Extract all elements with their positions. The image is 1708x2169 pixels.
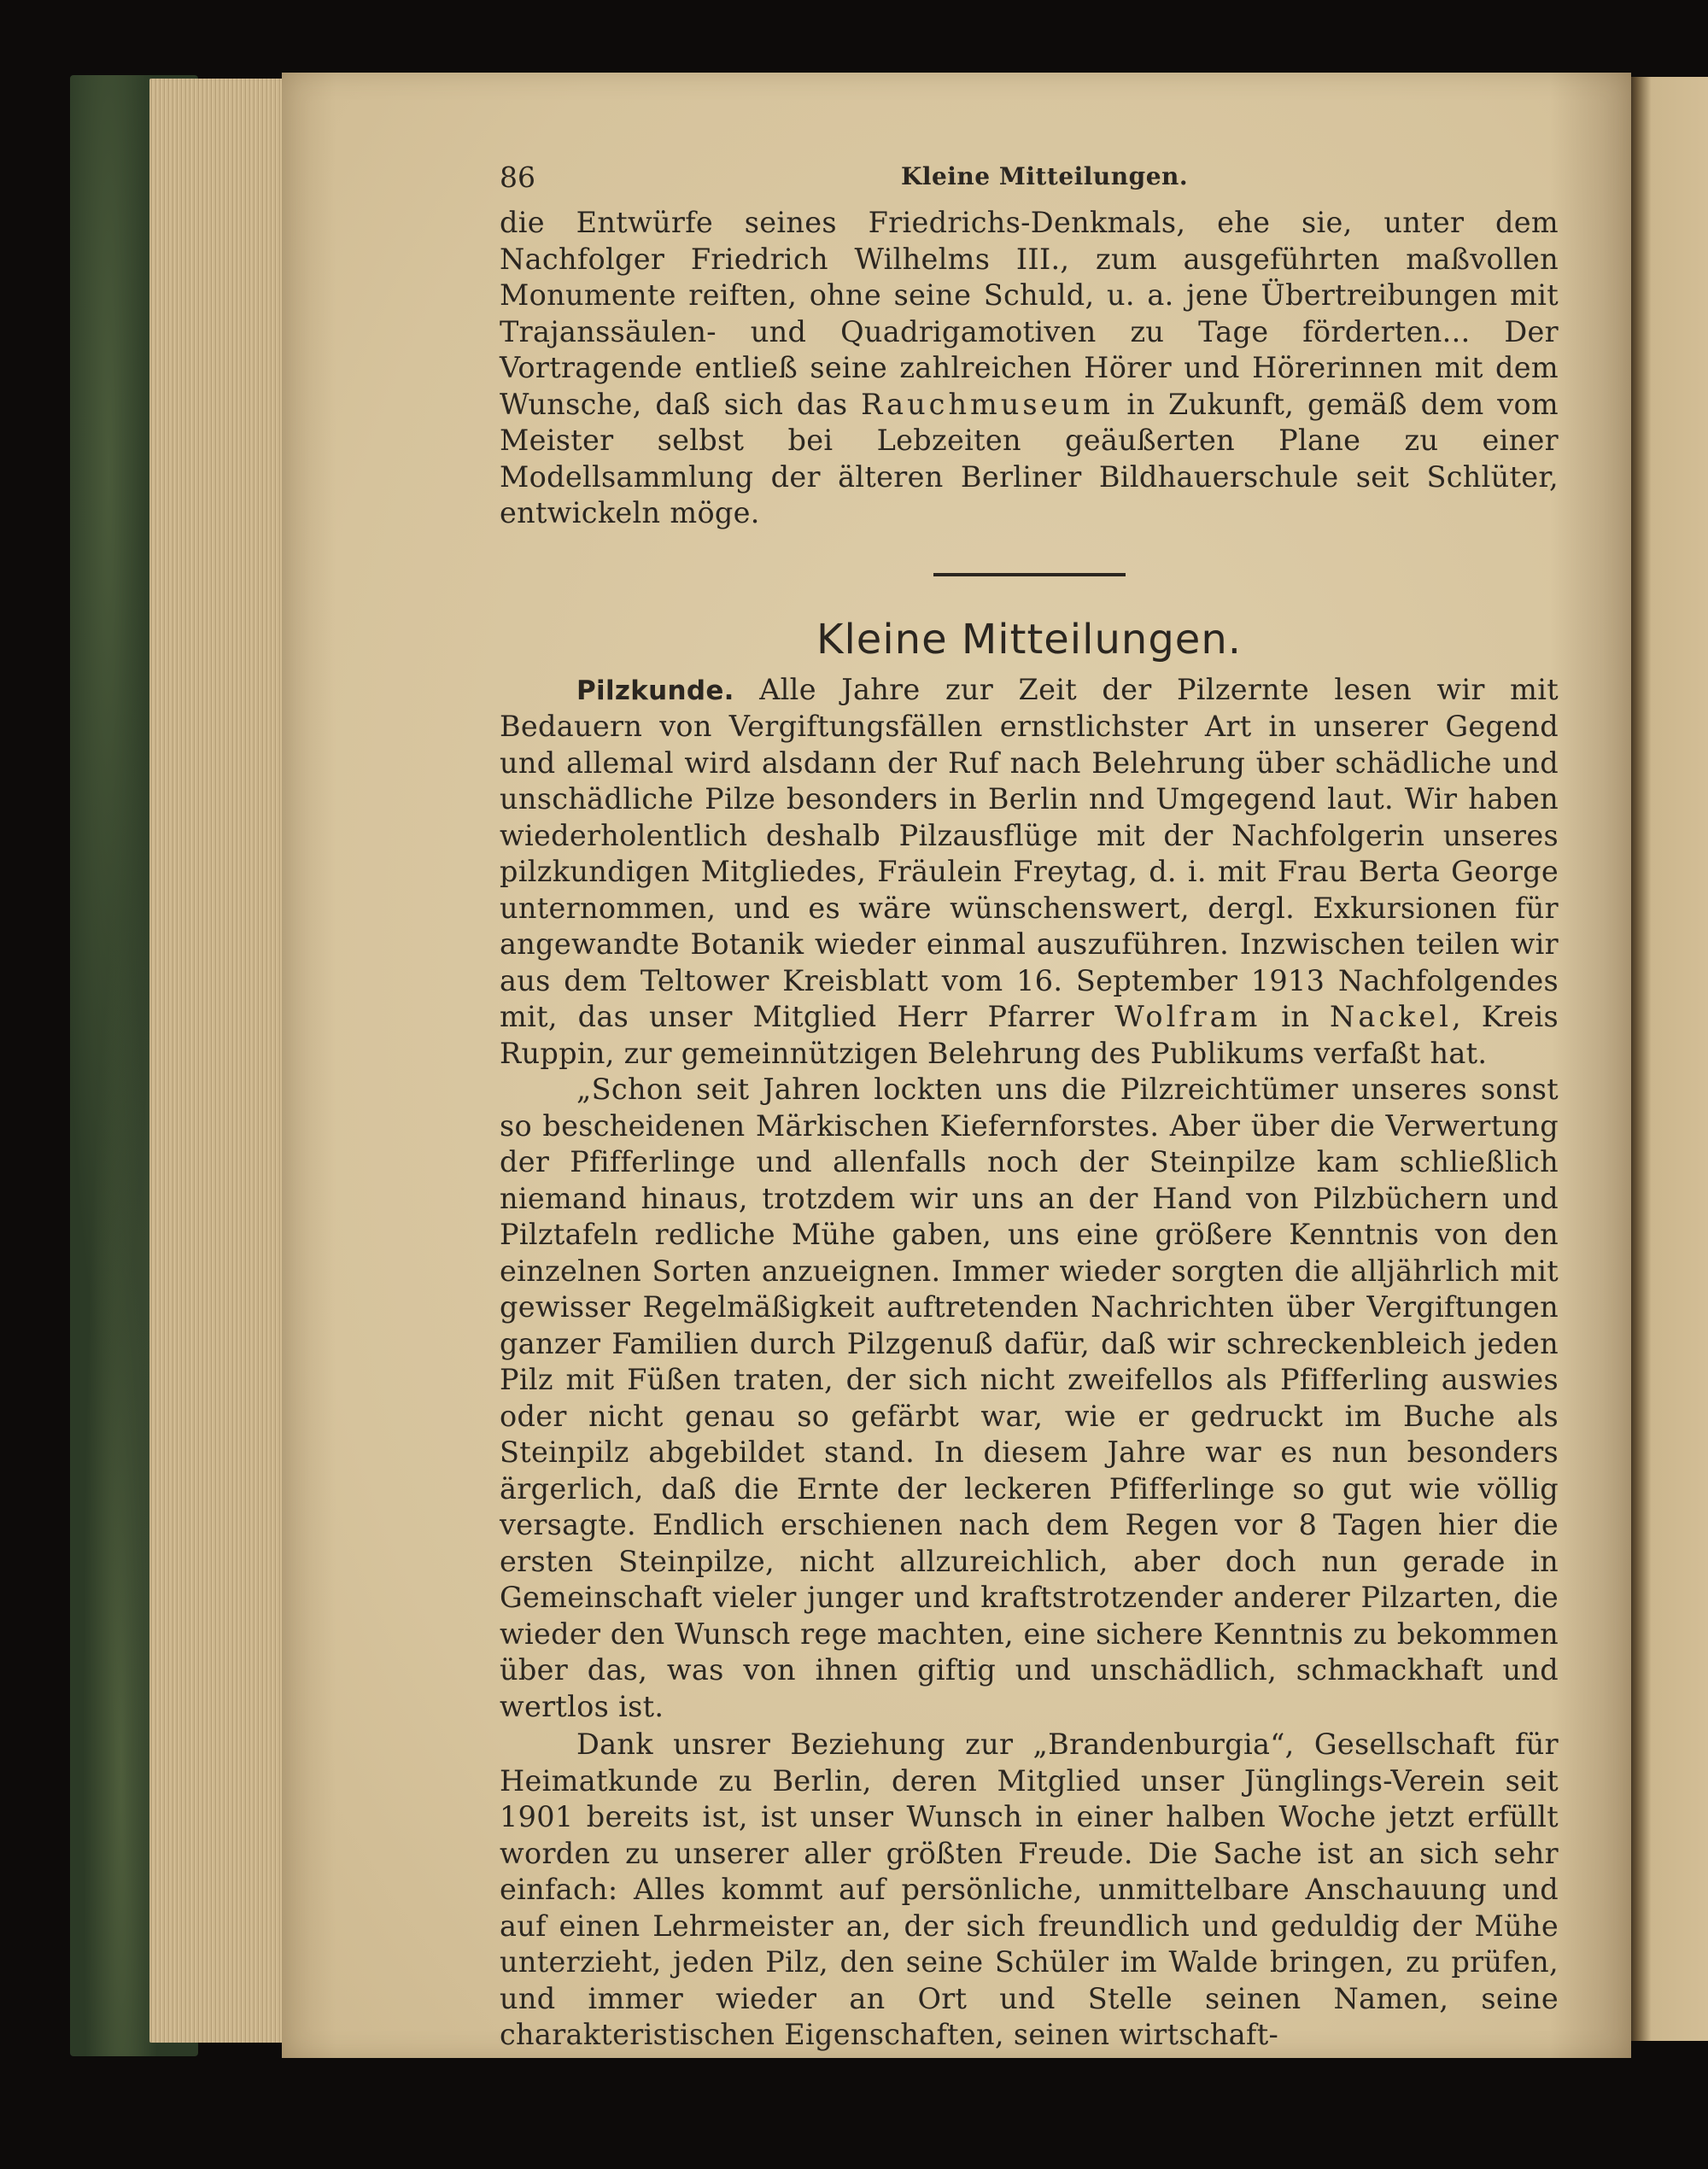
spaced-term: Rauchmuseum <box>861 387 1114 421</box>
continuation-paragraph <box>500 205 1559 532</box>
page-number: 86 <box>500 161 535 194</box>
paragraph-3: Dank unsrer Beziehung zur „Brandenburgia“, Gesellschaft für Heimatkunde zu Berlin, deren Mitglied unser Jünglings-Verein seit 1901 bereits ist, ist unser Wunsch in einer halben Woche jetzt erfüllt worden zu unserer aller größten Freude. Die Sache ist an sich sehr einfach: Alles kommt auf persönliche, unmittelbare Anschauung und auf einen Lehrmeister an, der sich freundlich und geduldig der Mühe unterzieht, jeden Pilz, den seine Schüler im Walde bringen, zu prüfen, und immer wieder an Ort und Stelle seinen Namen, seine charakteristischen Eigenschaften, seinen wirtschaft- <box>500 1728 1559 2051</box>
paragraph-1-text-c: , Kreis Ruppin, zur gemeinnützigen Belehrung des Publikums verfaßt hat. <box>500 1000 1559 1070</box>
section-divider <box>933 573 1126 576</box>
paragraph-1-text-b: in <box>1261 1000 1331 1033</box>
spaced-place: Nackel <box>1330 1000 1452 1033</box>
continuation-text-after: in Zukunft, gemäß dem vom Meister selbst bei Lebzeiten geäußerten Plane zu einer Modellsammlung der älteren Berliner Bildhauerschule seit Schlüter, entwickeln möge. <box>500 387 1559 529</box>
paragraph-1-text-a: Alle Jahre zur Zeit der Pilzernte lesen wir mit Bedauern von Vergiftungsfällen ernstlichster Art in unserer Gegend und allemal wird alsdann der Ruf nach Belehrung über schädliche und unschädliche Pilze besonders in Berlin nnd Umgegend laut. Wir haben wiederholentlich deshalb Pilzausflüge mit der Nachfolgerin unseres pilzkundigen Mitgliedes, Fräulein Freytag, d. i. mit Frau Berta George unternommen, und es wäre wünschenswert, dergl. Exkursionen für angewandte Botanik wieder einmal auszuführen. Inzwischen teilen wir aus dem Teltower Kreisblatt vom 16. September 1913 Nachfolgendes mit, das unser Mitglied Herr Pfarrer <box>500 672 1559 1033</box>
paragraph-1 <box>500 672 1559 1073</box>
page-edges <box>149 79 295 2043</box>
running-title: Kleine Mitteilungen. <box>901 162 1189 190</box>
continuation-text: die Entwürfe seines Friedrichs-Denkmals, ehe sie, unter dem Nachfolger Friedrich Wilhelms III., zum ausgeführten maßvollen Monumente reiften, ohne seine Schuld, u. a. jene Übertreibungen mit Trajanssäulen- und Quadrigamotiven zu Tage förderten... Der Vortragende entließ seine zahlreichen Hörer und Hörerinnen mit dem Wunsche, daß sich das <box>500 206 1559 421</box>
section-title: Kleine Mitteilungen. <box>816 615 1242 664</box>
running-head <box>500 154 1559 205</box>
paragraph-2: „Schon seit Jahren lockten uns die Pilzreichtümer unseres sonst so bescheidenen Märkischen Kiefernforstes. Aber über die Verwertung der Pfifferlinge und allenfalls noch der Steinpilze kam schließlich niemand hinaus, trotzdem wir uns an der Hand von Pilzbüchern und Pilztafeln redliche Mühe gaben, uns eine größere Kenntnis von den einzelnen Sorten anzueignen. Immer wieder sorgten die alljährlich mit gewisser Regelmäßigkeit auftretenden Nachrichten über Vergiftungen ganzer Familien durch Pilzgenuß dafür, daß wir schreckenbleich jeden Pilz mit Füßen traten, der sich nicht zweifellos als Pfifferling auswies oder nicht genau so gefärbt war, wie er gedruckt im Buche als Steinpilz abgebildet stand. In diesem Jahre war es nun besonders ärgerlich, daß die Ernte der leckeren Pfifferlinge so gut wie völlig versagte. Endlich erschienen nach dem Regen vor 8 Tagen hier die ersten Steinpilze, nicht allzureichlich, aber doch nun gerade in Gemeinschaft vieler junger und kraftstrotzender anderer Pilzarten, die wieder den Wunsch rege machten, eine sichere Kenntnis zu bekommen über das, was von ihnen giftig und unschädlich, schmackhaft und wertlos ist. <box>500 1073 1559 1723</box>
spaced-name: Wolfram <box>1114 1000 1261 1033</box>
run-in-heading: Pilzkunde. <box>576 675 734 706</box>
page-content <box>500 154 1559 2054</box>
next-page-gutter <box>1627 77 1708 2041</box>
